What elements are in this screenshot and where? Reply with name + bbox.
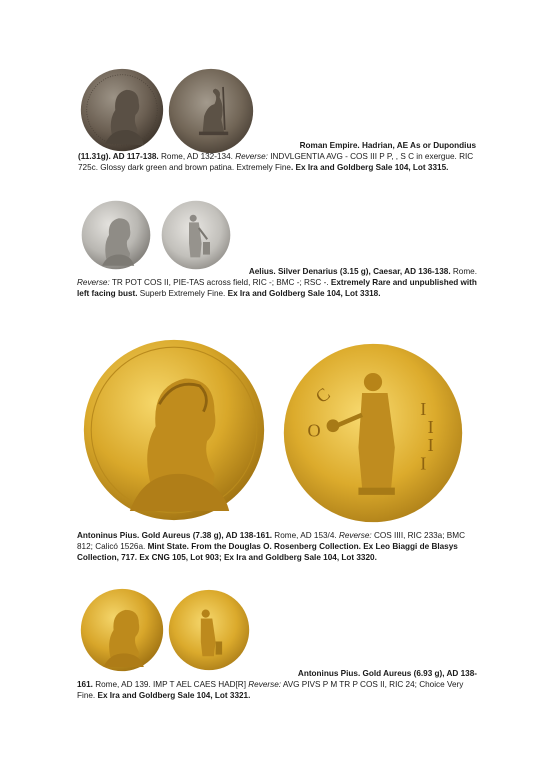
entry-2-reverse-text: TR POT COS II, PIE-TAS across field, RIC -; BMC -; RSC -. [109, 278, 331, 287]
entry-4-reverse-label: Reverse: [248, 680, 282, 689]
entry-4-heading-cont: 161. [77, 680, 93, 689]
coin-obverse-antoninus-2 [80, 588, 164, 672]
entry-4-heading: Antoninus Pius. Gold Aureus (6.93 g), AD 138- [297, 669, 477, 678]
coin-reverse-antoninus-1 [275, 342, 471, 524]
entry-4-description [77, 668, 477, 701]
entry-2-reverse-label: Reverse: [77, 278, 110, 287]
entry-4-reverse-text: AVG PIVS P M TR P COS II, RIC 24; Choice Very Fine. [77, 680, 464, 700]
silver-bust-right-icon [77, 200, 155, 270]
entry-1-description [78, 140, 476, 173]
entry-3-pedigree: From the Douglas O. Rosenberg Collection. Ex Leo Biaggi de Blasys Collection, 717. Ex CNG 105, Lot 903; Ex Ira and Goldberg Sale 104, Lot 3320. [77, 542, 458, 562]
gold-standing-pietas-icon [168, 588, 250, 672]
coin-reverse-antoninus-2 [168, 588, 250, 672]
entry-2-mint: Rome. [450, 267, 477, 276]
coin-obverse-antoninus-1 [77, 338, 271, 522]
entry-1-weight-dates: (11.31g). AD 117-138. [78, 152, 159, 161]
silver-standing-figure-icon [158, 200, 234, 270]
entry-3-heading: Antoninus Pius. Gold Aureus (7.38 g), AD 138-161. [77, 531, 273, 540]
svg-text:C: C [311, 383, 334, 407]
entry-3-reverse-text: COS IIII, RIC 233a; BMC 812; Calicó 1526a. [77, 531, 465, 551]
coin-obverse-aelius [77, 200, 155, 270]
entry-2-description [77, 266, 477, 299]
entry-1-mint: Rome, AD 132-134. [158, 152, 236, 161]
entry-3-description [77, 530, 477, 563]
svg-text:I: I [420, 453, 427, 474]
entry-1-reverse-text: INDVLGENTIA AVG - COS III P P, , S C in exergue. RIC 725c. Glossy dark green and brown patina. Extremely Fine [78, 152, 474, 172]
entry-1-heading: Roman Empire. Hadrian, AE As or Dupondius [299, 141, 476, 150]
entry-3-grade: Mint State. [147, 542, 189, 551]
svg-text:I: I [427, 417, 434, 437]
entry-3-reverse-label: Reverse: [338, 531, 372, 540]
entry-4-provenance: Ex Ira and Goldberg Sale 104, Lot 3321. [97, 691, 251, 700]
svg-text:I: I [420, 398, 427, 419]
entry-1-provenance: . Ex Ira and Goldberg Sale 104, Lot 3315. [290, 163, 449, 172]
gold-bust-right-icon [77, 338, 271, 522]
svg-text:O: O [307, 420, 321, 441]
gold-young-bust-right-icon [80, 588, 164, 672]
coin-reverse-aelius [158, 200, 234, 270]
svg-text:I: I [427, 435, 434, 456]
entry-2-provenance: Ex Ira and Goldberg Sale 104, Lot 3318. [227, 289, 381, 298]
entry-2-heading: Aelius. Silver Denarius (3.15 g), Caesar, AD 136-138. [248, 267, 451, 276]
entry-1-reverse-label: Reverse: [235, 152, 268, 161]
entry-4-mint: Rome, AD 139. IMP T AEL CAES HAD[R] [92, 680, 249, 689]
entry-2-rarity: Extremely Rare and unpublished with left facing bust. [77, 278, 477, 298]
entry-2-grade: Superb Extremely Fine. [137, 289, 228, 298]
entry-3-mint: Rome, AD 153/4. [272, 531, 339, 540]
gold-standing-figure-icon [275, 342, 471, 524]
